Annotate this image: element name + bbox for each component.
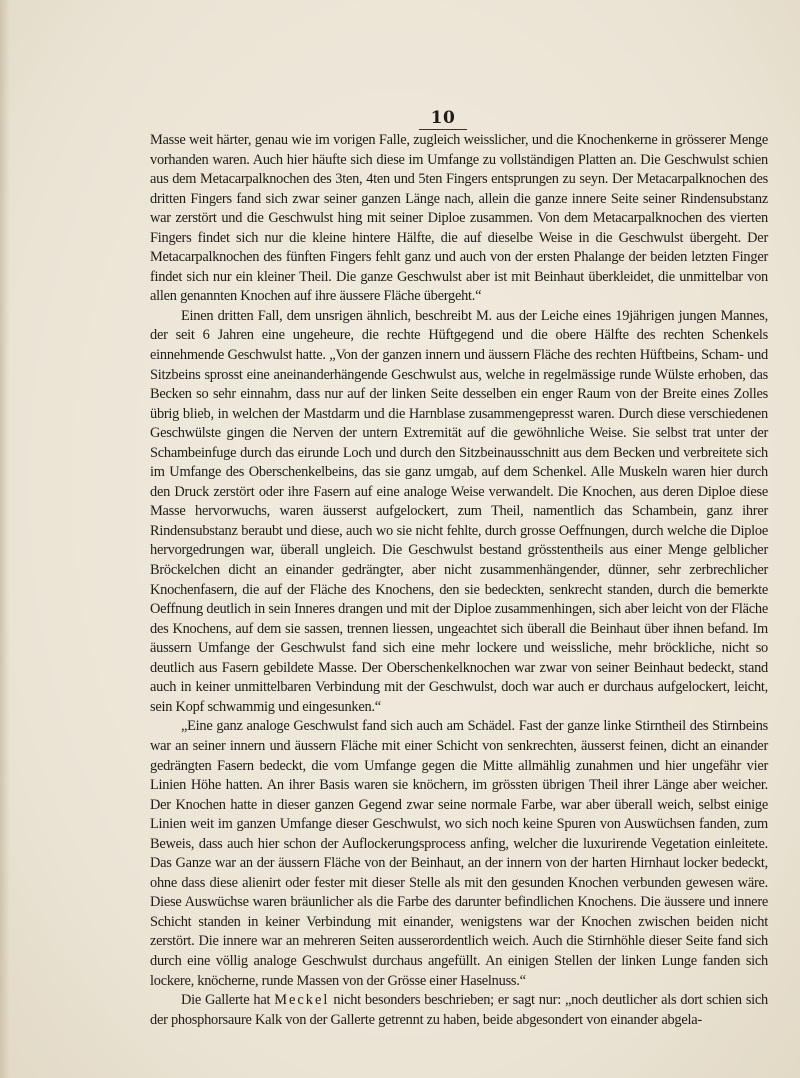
paragraph-2: Einen dritten Fall, dem unsrigen ähnlich, beschreibt M. aus der Leiche eines 19jährigen jungen Mannes, der seit 6 Jahren eine ungeheure, die rechte Hüftgegend und die obere Hälfte des rechten Schenkels einnehmende Geschwulst hatte. „Von der ganzen innern und äussern Fläche des rechten Hüftbeins, Scham- und Sitzbeins sprosst eine aneinanderhängende Geschwulst aus, welche in regelmässige runde Wülste erhoben, das Becken so sehr einnahm, dass nur auf der linken Seite desselben ein enger Raum von der Breite eines Zolles übrig blieb, in welchen der Mastdarm und die Harnblase zusammengepresst waren. Durch diese verschiedenen Geschwülste gingen die Nerven der untern Extremität auf die gewöhnliche Weise. Sie selbst trat unter der Schambeinfuge durch das eirunde Loch und durch den Sitzbeinausschnitt aus dem Becken und verbreitete sich im Umfange des Oberschenkelbeins, das sie ganz umgab, auf dem Schenkel. Alle Muskeln waren hier durch den Druck zerstört oder ihre Fasern auf eine analoge Weise verwandelt. Die Knochen, aus deren Diploe diese Masse hervorwuchs, waren äusserst aufgelockert, zum Theil, namentlich das Schambein, ganz ihrer Rindensubstanz beraubt und diese, auch wo sie nicht fehlte, durch grosse Oeffnungen, durch welche die Diploe hervorgedrungen war, überall ungleich. Die Geschwulst bestand grösstentheils aus einer Menge gelblicher Bröckelchen dicht an einander gedrängter, aber nicht zusammenhängender, dünner, sehr zerbrechlicher Knochenfasern, die auf der Fläche des Knochens, den sie bedeckten, senkrecht standen, durch die bemerkte Oeffnung deutlich in sein Inneres drangen und mit der Diploe zusammenhingen, sich aber leicht von der Fläche des Knochens, auf dem sie sassen, trennen liessen, ungeachtet sich überall die Beinhaut über ihnen befand. Im äussern Umfange der Geschwulst fand sich eine mehr lockere und weissliche, mehr bröckliche, nicht so deutlich aus Fasern gebildete Masse. Der Oberschenkelknochen war zwar von seiner Beinhaut bedeckt, stand auch in keiner unmittelbaren Verbindung mit der Geschwulst, doch war auch er durchaus aufgelockert, leicht, sein Kopf schwammig und eingesunken.“ <box>150 307 768 715</box>
page-number <box>0 108 800 130</box>
paragraph-4 <box>150 991 768 1030</box>
paragraph-4-rest: nicht besonders beschrieben; er sagt nur: „noch deutlicher als dort schien sich der phosphorsaure Kalk von der Gallerte getrennt zu haben, beide abgesondert von einander abgela- <box>150 992 768 1028</box>
body-text <box>150 131 768 1030</box>
binding-edge <box>0 0 10 1078</box>
paragraph-4-start: Die Gallerte hat <box>181 992 275 1009</box>
page-number-label: 10 <box>419 108 468 130</box>
paragraph-3: „Eine ganz analoge Geschwulst fand sich auch am Schädel. Fast der ganze linke Stirntheil des Stirnbeins war an seiner innern und äussern Fläche mit einer Schicht von senkrechten, äusserst feinen, dicht an einander gedrängten Fasern bedeckt, die vom Umfange gegen die Mitte allmählig zunahmen und hier ungefähr vier Linien Höhe hatten. An ihrer Basis waren sie knöchern, im grössten übrigen Theil ihrer Länge aber weicher. Der Knochen hatte in dieser ganzen Gegend zwar seine normale Farbe, war aber überall weich, selbst einige Linien weit im ganzen Umfange dieser Geschwulst, wo sich noch keine Spuren von Auswüchsen fanden, zum Beweis, dass auch hier schon der Auflockerungsprocess anfing, welcher die luxurirende Vegetation einleitete. Das Ganze war an der äussern Fläche von der Beinhaut, an der innern von der harten Hirnhaut locker bedeckt, ohne dass diese alienirt oder fester mit dieser Stelle als mit den gesunden Knochen verbunden gewesen wäre. Diese Auswüchse waren bräunlicher als die Farbe des darunter befindlichen Knochens. Die äussere und innere Schicht standen in keiner Verbindung mit einander, wenigstens war der Knochen zwischen beiden nicht zerstört. Die innere war an mehreren Seiten ausserordentlich weich. Auch die Stirnhöhle dieser Seite fand sich durch eine völlig analoge Geschwulst durchaus angefüllt. An einigen Stellen der linken Lunge fanden sich lockere, knöcherne, runde Massen von der Grösse einer Haselnuss.“ <box>150 718 768 989</box>
author-name: Meckel <box>274 992 330 1009</box>
paragraph-1: Masse weit härter, genau wie im vorigen Falle, zugleich weisslicher, und die Knochenkerne in grösserer Menge vorhanden waren. Auch hier häufte sich diese im Umfange zu vollständigen Platten an. Die Geschwulst schien aus dem Metacarpalknochen des 3ten, 4ten und 5ten Fingers entsprungen zu seyn. Der Metacarpalknochen des dritten Fingers fand sich zwar seiner ganzen Länge nach, allein die ganze innere Seite seiner Rindensubstanz war zerstört und die Geschwulst hing mit seiner Diploe zusammen. Von dem Metacarpalknochen des vierten Fingers findet sich nur die kleine hintere Hälfte, die auf dieselbe Weise in die Geschwulst übergeht. Der Metacarpalknochen des fünften Fingers fehlt ganz und auch von der ersten Phalange der beiden letzten Finger findet sich nur ein kleiner Theil. Die ganze Geschwulst aber ist mit Beinhaut überkleidet, die unmittelbar von allen genannten Knochen auf ihre äussere Fläche übergeht.“ <box>150 132 768 305</box>
